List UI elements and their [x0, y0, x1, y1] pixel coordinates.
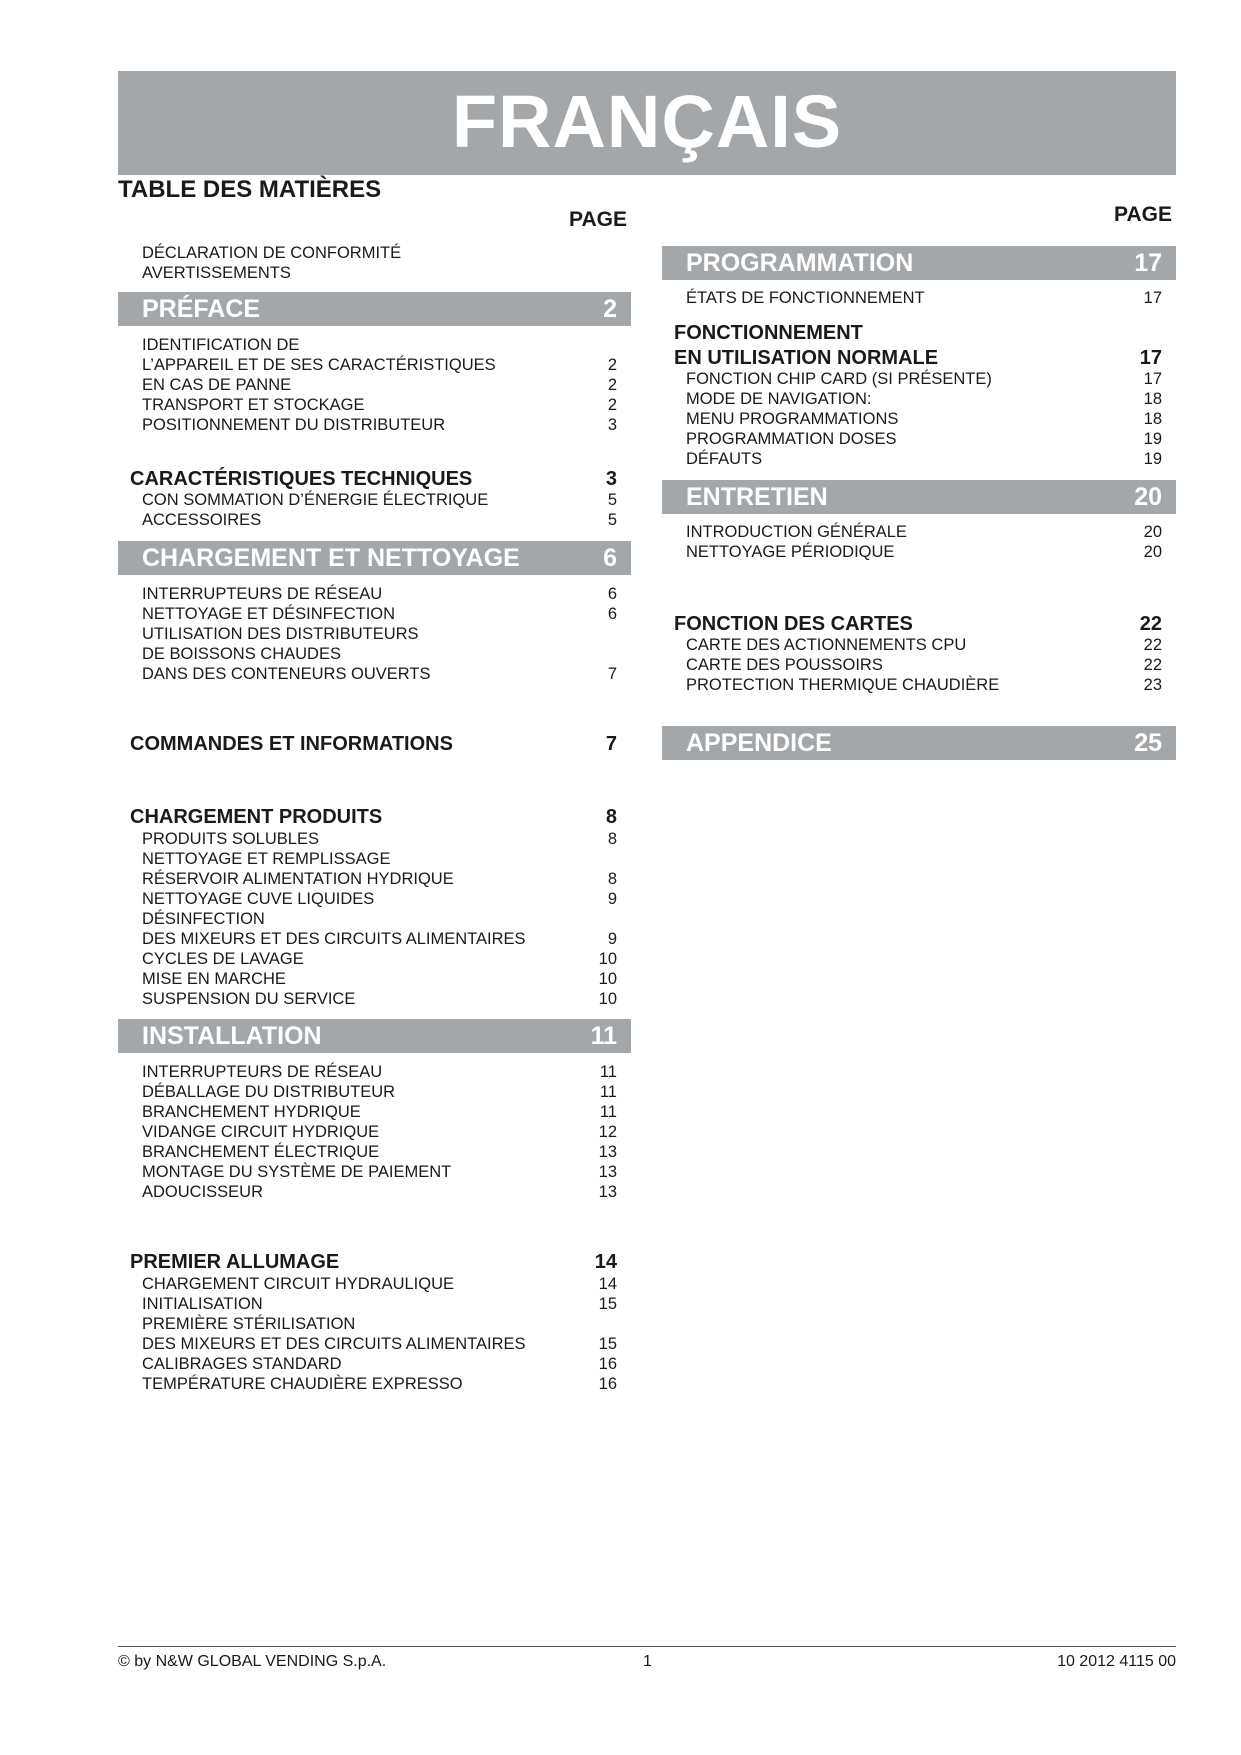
toc-entry[interactable]: PROTECTION THERMIQUE CHAUDIÈRE 23: [686, 676, 1162, 694]
footer-copyright: © by N&W GLOBAL VENDING S.p.A.: [118, 1653, 387, 1670]
toc-entry[interactable]: NETTOYAGE ET DÉSINFECTION 6: [142, 605, 617, 623]
section-heading-allumage[interactable]: PREMIER ALLUMAGE 14: [130, 1251, 617, 1273]
section-bar-appendice[interactable]: APPENDICE 25: [662, 726, 1176, 760]
toc-entry[interactable]: DÉSINFECTION: [142, 910, 265, 928]
toc-entry[interactable]: INTRODUCTION GÉNÉRALE 20: [686, 523, 1162, 541]
toc-entry[interactable]: INTERRUPTEURS DE RÉSEAU 11: [142, 1063, 617, 1081]
toc-entry[interactable]: VIDANGE CIRCUIT HYDRIQUE 12: [142, 1123, 617, 1141]
toc-entry[interactable]: FONCTION CHIP CARD (SI PRÉSENTE) 17: [686, 370, 1162, 388]
toc-entry[interactable]: CALIBRAGES STANDARD 16: [142, 1355, 617, 1373]
section-heading-commandes[interactable]: COMMANDES ET INFORMATIONS 7: [130, 733, 617, 755]
footer-doc-code: 10 2012 4115 00: [1057, 1653, 1176, 1670]
toc-entry[interactable]: CYCLES DE LAVAGE 10: [142, 950, 617, 968]
toc-entry[interactable]: DES MIXEURS ET DES CIRCUITS ALIMENTAIRES 15: [142, 1335, 617, 1353]
toc-entry[interactable]: NETTOYAGE PÉRIODIQUE 20: [686, 543, 1162, 561]
section-heading-cartes[interactable]: FONCTION DES CARTES 22: [674, 613, 1162, 635]
toc-entry[interactable]: PRODUITS SOLUBLES 8: [142, 830, 617, 848]
toc-entry[interactable]: DES MIXEURS ET DES CIRCUITS ALIMENTAIRES 9: [142, 930, 617, 948]
section-heading-fonctionnement[interactable]: FONCTIONNEMENT: [674, 322, 863, 344]
toc-entry[interactable]: NETTOYAGE ET REMPLISSAGE: [142, 850, 391, 868]
toc-entry[interactable]: RÉSERVOIR ALIMENTATION HYDRIQUE 8: [142, 870, 617, 888]
toc-entry[interactable]: ADOUCISSEUR 13: [142, 1183, 617, 1201]
toc-entry[interactable]: INTERRUPTEURS DE RÉSEAU 6: [142, 585, 617, 603]
footer-page-number: 1: [643, 1653, 652, 1670]
section-bar-installation[interactable]: INSTALLATION 11: [118, 1019, 631, 1053]
toc-entry[interactable]: L’APPAREIL ET DE SES CARACTÉRISTIQUES 2: [142, 356, 617, 374]
toc-entry[interactable]: MODE DE NAVIGATION: 18: [686, 390, 1162, 408]
toc-entry[interactable]: IDENTIFICATION DE: [142, 336, 300, 354]
toc-title: TABLE DES MATIÈRES: [118, 176, 382, 203]
toc-entry[interactable]: CON SOMMATION D’ÉNERGIE ÉLECTRIQUE 5: [142, 491, 617, 509]
section-heading-produits[interactable]: CHARGEMENT PRODUITS 8: [130, 806, 617, 828]
section-heading-fonctionnement-line2[interactable]: EN UTILISATION NORMALE 17: [674, 347, 1162, 369]
toc-right-column: [662, 0, 1176, 1755]
toc-entry[interactable]: BRANCHEMENT HYDRIQUE 11: [142, 1103, 617, 1121]
toc-entry[interactable]: DÉFAUTS 19: [686, 450, 1162, 468]
toc-entry[interactable]: CARTE DES ACTIONNEMENTS CPU 22: [686, 636, 1162, 654]
toc-left-column: [118, 0, 631, 1755]
toc-entry[interactable]: SUSPENSION DU SERVICE 10: [142, 990, 617, 1008]
toc-entry[interactable]: AVERTISSEMENTS: [142, 264, 291, 282]
section-bar-entretien[interactable]: ENTRETIEN 20: [662, 480, 1176, 514]
toc-entry[interactable]: BRANCHEMENT ÉLECTRIQUE 13: [142, 1143, 617, 1161]
toc-entry[interactable]: CHARGEMENT CIRCUIT HYDRAULIQUE 14: [142, 1275, 617, 1293]
page-column-label-left: PAGE: [569, 208, 627, 231]
toc-entry[interactable]: MENU PROGRAMMATIONS 18: [686, 410, 1162, 428]
toc-entry[interactable]: MISE EN MARCHE 10: [142, 970, 617, 988]
section-heading-caracteristiques[interactable]: CARACTÉRISTIQUES TECHNIQUES 3: [130, 468, 617, 490]
toc-entry[interactable]: DÉCLARATION DE CONFORMITÉ: [142, 244, 402, 262]
footer-divider: [118, 1646, 1176, 1647]
section-bar-chargement[interactable]: CHARGEMENT ET NETTOYAGE 6: [118, 541, 631, 575]
toc-entry[interactable]: INITIALISATION 15: [142, 1295, 617, 1313]
toc-entry[interactable]: DE BOISSONS CHAUDES: [142, 645, 341, 663]
toc-entry[interactable]: ÉTATS DE FONCTIONNEMENT 17: [686, 289, 1162, 307]
toc-entry[interactable]: POSITIONNEMENT DU DISTRIBUTEUR 3: [142, 416, 617, 434]
toc-entry[interactable]: TRANSPORT ET STOCKAGE 2: [142, 396, 617, 414]
toc-entry[interactable]: MONTAGE DU SYSTÈME DE PAIEMENT 13: [142, 1163, 617, 1181]
toc-entry[interactable]: DANS DES CONTENEURS OUVERTS 7: [142, 665, 617, 683]
toc-entry[interactable]: UTILISATION DES DISTRIBUTEURS: [142, 625, 419, 643]
page-column-label-right: PAGE: [1114, 203, 1172, 226]
toc-entry[interactable]: EN CAS DE PANNE 2: [142, 376, 617, 394]
toc-entry[interactable]: CARTE DES POUSSOIRS 22: [686, 656, 1162, 674]
toc-entry[interactable]: PREMIÈRE STÉRILISATION: [142, 1315, 356, 1333]
toc-entry[interactable]: TEMPÉRATURE CHAUDIÈRE EXPRESSO 16: [142, 1375, 617, 1393]
language-title: FRANÇAIS: [451, 80, 843, 163]
toc-entry[interactable]: PROGRAMMATION DOSES 19: [686, 430, 1162, 448]
toc-entry[interactable]: NETTOYAGE CUVE LIQUIDES 9: [142, 890, 617, 908]
toc-entry[interactable]: DÉBALLAGE DU DISTRIBUTEUR 11: [142, 1083, 617, 1101]
toc-entry[interactable]: ACCESSOIRES 5: [142, 511, 617, 529]
section-bar-programmation[interactable]: PROGRAMMATION 17: [662, 246, 1176, 280]
section-bar-preface[interactable]: PRÉFACE 2: [118, 292, 631, 326]
